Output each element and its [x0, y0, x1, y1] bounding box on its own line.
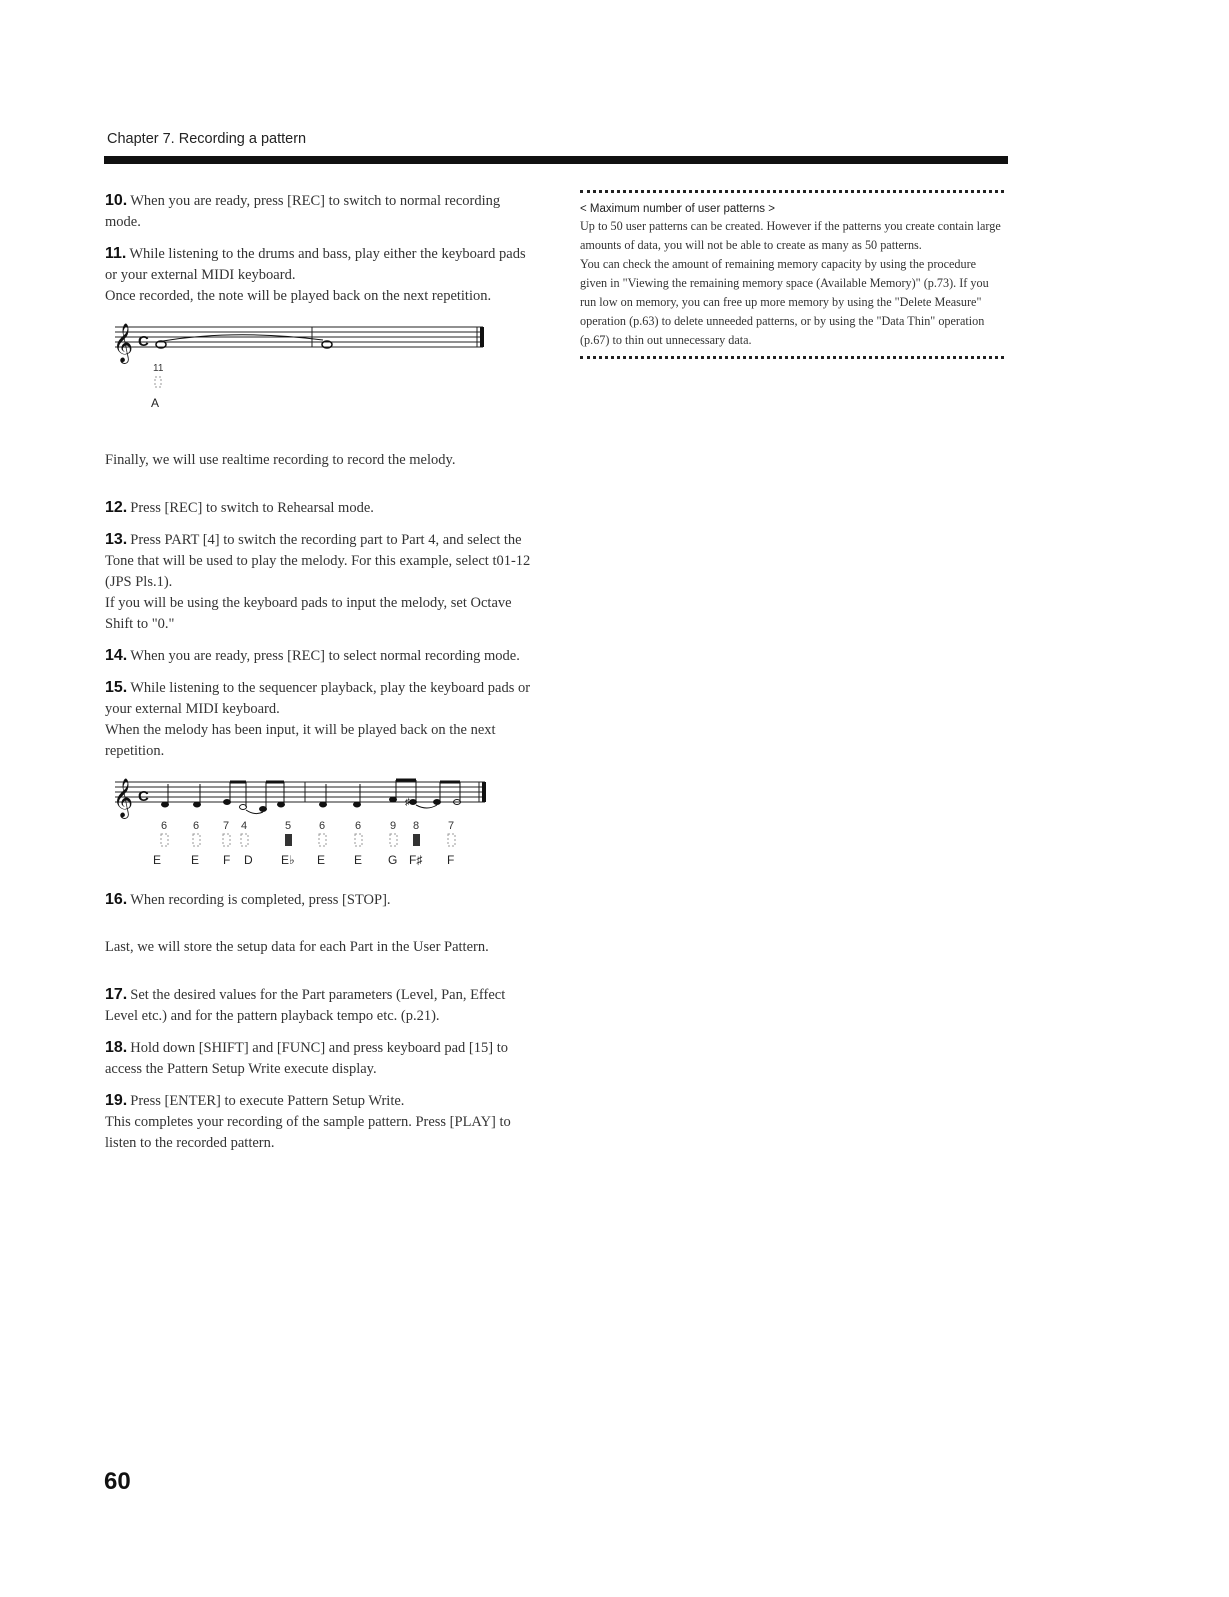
step-14	[105, 645, 533, 667]
note-name: E	[317, 853, 326, 867]
pad-number: 9	[390, 820, 397, 832]
melody-staff-figure	[105, 772, 533, 872]
step-10	[105, 190, 533, 233]
black-key-icon	[285, 834, 292, 846]
step-number: 13.	[105, 531, 128, 548]
step-11-continued: Once recorded, the note will be played back on the next repetition.	[105, 288, 492, 304]
header-rule	[104, 156, 1008, 164]
note-name: F	[447, 853, 455, 867]
note-name: F	[223, 853, 231, 867]
pad-key-icon	[155, 377, 161, 387]
memo-box	[580, 190, 1004, 359]
time-signature-icon: C	[138, 788, 149, 805]
step-text: When you are ready, press [REC] to select normal recording mode.	[130, 648, 520, 664]
step-number: 12.	[105, 499, 128, 516]
note-name: E♭	[281, 853, 295, 867]
tie-icon	[416, 805, 437, 808]
step-number: 16.	[105, 891, 128, 908]
pad-number: 6	[355, 820, 362, 832]
step-text: When you are ready, press [REC] to switch to normal recording mode.	[105, 193, 501, 230]
tie-icon	[163, 335, 323, 341]
notation-example-1	[105, 317, 533, 422]
step-17	[105, 984, 533, 1027]
staff-figure	[105, 317, 533, 417]
pad-number: 7	[223, 820, 230, 832]
chapter-header: Chapter 7. Recording a pattern	[107, 131, 307, 147]
note-name: D	[244, 853, 253, 867]
note-name: E	[354, 853, 363, 867]
step-text: When recording is completed, press [STOP].	[130, 892, 391, 908]
step-number: 11.	[105, 245, 127, 262]
step-text: Press [ENTER] to execute Pattern Setup Write.	[130, 1093, 405, 1109]
pad-number: 7	[448, 820, 455, 832]
intro-store: Last, we will store the setup data for each Part in the User Pattern.	[105, 939, 489, 955]
step-13	[105, 529, 533, 593]
pad-number: 8	[413, 820, 420, 832]
step-text: While listening to the sequencer playback, play the keyboard pads or your external MIDI keyboard.	[105, 680, 531, 717]
step-text: Hold down [SHIFT] and [FUNC] and press keyboard pad [15] to access the Pattern Setup Write execute display.	[105, 1040, 508, 1077]
step-text: Press PART [4] to switch the recording part to Part 4, and select the Tone that will be used to play the melody. For this example, select t01-12 (JPS Pls.1).	[105, 532, 531, 590]
pad-number: 5	[285, 820, 292, 832]
pad-number: 4	[241, 820, 248, 832]
step-11	[105, 243, 533, 286]
step-number: 10.	[105, 192, 128, 209]
step-15-continued: When the melody has been input, it will be played back on the next repetition.	[105, 722, 496, 759]
step-19-continued: This completes your recording of the sample pattern. Press [PLAY] to listen to the recorded pattern.	[105, 1114, 511, 1151]
step-text: Set the desired values for the Part parameters (Level, Pan, Effect Level etc.) and for the pattern playback tempo etc. (p.21).	[105, 987, 506, 1024]
step-15	[105, 677, 533, 720]
step-number: 19.	[105, 1092, 128, 1109]
step-18	[105, 1037, 533, 1080]
treble-clef-icon: 𝄞	[113, 779, 134, 817]
pad-number-label: 11	[153, 363, 164, 374]
memo-text-1: Up to 50 user patterns can be created. However if the patterns you create contain large amounts of data, you will not be able to create as many as 50 patterns.	[580, 219, 1001, 252]
memo-title: < Maximum number of user patterns >	[580, 203, 775, 215]
black-key-icon	[413, 834, 420, 846]
intro-melody: Finally, we will use realtime recording to record the melody.	[105, 452, 456, 468]
step-number: 14.	[105, 647, 128, 664]
melody-notes	[162, 780, 461, 812]
memo-text-2: You can check the amount of remaining memory capacity by using the procedure given in "Viewing the remaining memory space (Available Memory)" (p.73). If you run low on memory, you can free up more memory by using the "Delete Measure" operation (p.63) to delete unneeded patterns, or by using the "Data Thin" operation (p.67) to thin out unnecessary data.	[580, 257, 989, 347]
step-13-continued: If you will be using the keyboard pads to input the melody, set Octave Shift to "0."	[105, 595, 512, 632]
pad-key-icons	[161, 834, 455, 846]
step-12	[105, 497, 533, 519]
note-name-label: A	[151, 396, 160, 410]
notation-example-2	[105, 772, 533, 877]
step-number: 17.	[105, 986, 128, 1003]
time-signature-icon: C	[138, 333, 149, 350]
step-text: Press [REC] to switch to Rehearsal mode.	[130, 500, 374, 516]
step-16	[105, 889, 533, 911]
pad-number: 6	[161, 820, 168, 832]
note-name: E	[191, 853, 200, 867]
step-number: 18.	[105, 1039, 128, 1056]
note-name: G	[388, 853, 398, 867]
sharp-icon: ♯	[405, 797, 410, 808]
step-19	[105, 1090, 533, 1112]
pad-number: 6	[193, 820, 200, 832]
step-text: While listening to the drums and bass, play either the keyboard pads or your external MIDI keyboard.	[105, 246, 526, 283]
pad-number: 6	[319, 820, 326, 832]
note-name: E	[153, 853, 162, 867]
step-number: 15.	[105, 679, 128, 696]
page-number: 60	[104, 1468, 131, 1495]
treble-clef-icon: 𝄞	[113, 324, 134, 362]
left-column	[105, 190, 533, 1164]
note-name: F♯	[409, 853, 423, 867]
